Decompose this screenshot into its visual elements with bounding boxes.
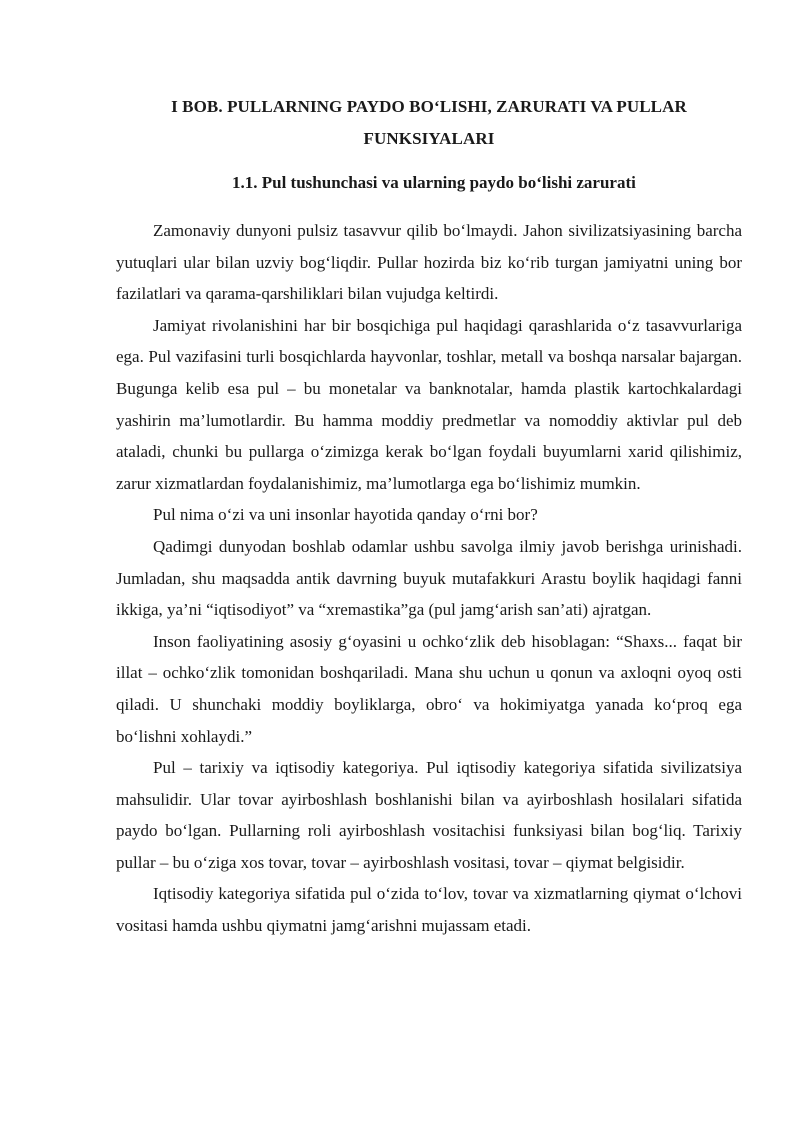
chapter-title: I BOB. PULLARNING PAYDO BO‘LISHI, ZARURATI VA PULLAR FUNKSIYALARI: [171, 97, 687, 148]
paragraph-3: Pul nima o‘zi va uni insonlar hayotida qanday o‘rni bor?: [153, 505, 538, 525]
paragraph-7: Iqtisodiy kategoriya sifatida pul o‘zida to‘lov, tovar va xizmatlarning qiymat o‘lchovi vositasi hamda ushbu qiymatni jamg‘arishni mujassam etadi.: [116, 884, 742, 936]
section-title: 1.1. Pul tushunchasi va ularning paydo bo‘lishi zarurati: [232, 173, 636, 192]
paragraph-5: Inson faoliyatining asosiy g‘oyasini u ochko‘zlik deb hisoblagan: “Shaxs... faqat bir illat – ochko‘zlik tomonidan boshqariladi. Mana shu uchun u qonun va axloqni oyoq osti qiladi. U shunchaki moddiy boyliklarga, obro‘ va hokimiyatga yanada ko‘proq ega bo‘lishni xohlaydi.”: [116, 631, 742, 746]
paragraph-4: Qadimgi dunyodan boshlab odamlar ushbu savolga ilmiy javob berishga urinishadi. Jumladan, shu maqsadda antik davrning buyuk mutafakkuri Arastu boylik haqidagi fanni ikkiga, ya’ni “iqtisodiyot” va “xremastika”ga (pul jamg‘arish san’ati) ajratgan.: [116, 536, 742, 620]
paragraph-1: Zamonaviy dunyoni pulsiz tasavvur qilib bo‘lmaydi. Jahon sivilizatsiyasining barcha yutuqlari ular bilan uzviy bog‘liqdir. Pullar hozirda biz ko‘rib turgan jamiyatni uning bor fazilatlari va qarama-qarshiliklari bilan vujudga keltirdi.: [116, 221, 742, 304]
paragraph-2: Jamiyat rivolanishini har bir bosqichiga pul haqidagi qarashlarida o‘z tasavvurlariga ega. Pul vazifasini turli bosqichlarda hayvonlar, toshlar, metall va boshqa narsalar bajargan. Bugunga kelib esa pul – bu monetalar va banknotalar, hamda plastik kartochkalardagi yashirin ma’lumotlardir. Bu hamma moddiy predmetlar va nomoddiy aktivlar pul deb ataladi, chunki bu pullarga o‘zimizga kerak bo‘lgan foydali buyumlarni xarid qilishimiz, zarur xizmatlardan foydalanishimiz, ma’lumotlarga ega bo‘lishimiz mumkin.: [116, 315, 742, 493]
paragraph-6: Pul – tarixiy va iqtisodiy kategoriya. Pul iqtisodiy kategoriya sifatida sivilizatsiya mahsulidir. Ular tovar ayirboshlash boshlanishi bilan va ayirboshlash hosilalari sifatida paydo bo‘lgan. Pullarning roli ayirboshlash vositachisi funksiyasi bilan bog‘liq. Tarixiy pullar – bu o‘ziga xos tovar, tovar – ayirboshlash vositasi, tovar – qiymat belgisidir.: [116, 758, 742, 872]
document-page: [116, 0, 742, 942]
